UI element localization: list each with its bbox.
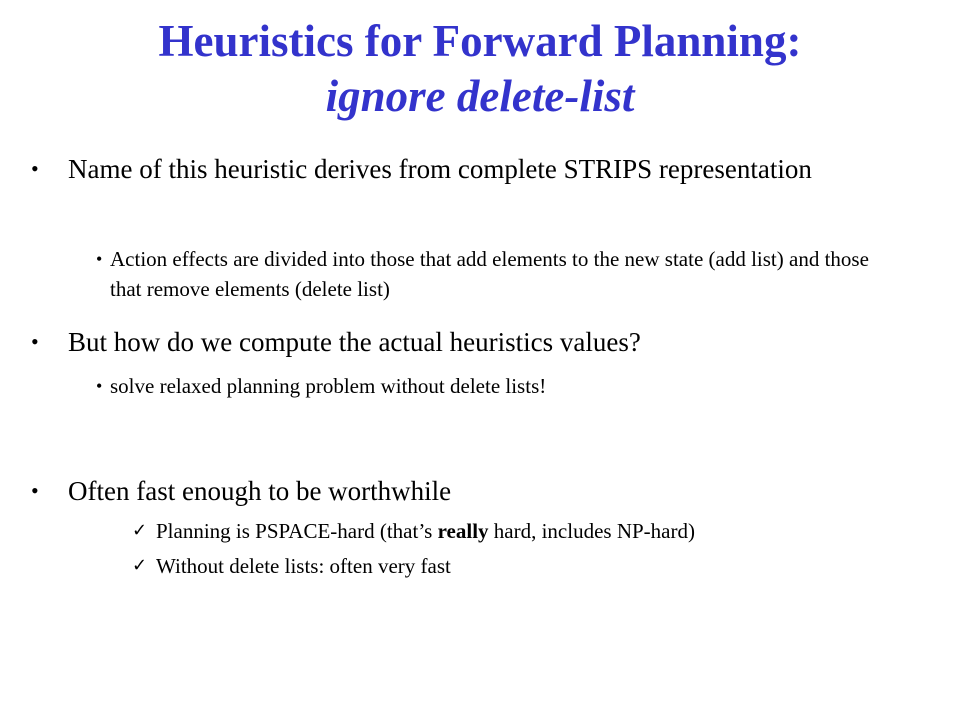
sub-bullet-item (96, 371, 896, 401)
bullet-dot-icon: • (96, 249, 103, 269)
check-mark-icon: ✓ (132, 555, 148, 576)
slide-title (0, 14, 960, 124)
bullet-text: Often fast enough to be worthwhile (68, 476, 452, 506)
check-mark-icon: ✓ (132, 520, 148, 541)
bullet-item (0, 474, 900, 508)
sub-bullet-text: solve relaxed planning problem without delete lists! (110, 374, 547, 398)
bullet-item (0, 152, 900, 186)
check-item (132, 552, 912, 580)
bullet-text: Name of this heuristic derives from complete STRIPS representation (68, 154, 812, 184)
check-item (132, 517, 912, 545)
title-line-2: ignore delete-list (325, 71, 635, 121)
sub-bullet-item (96, 244, 896, 304)
bullet-text: But how do we compute the actual heuristics values? (68, 327, 641, 357)
title-line-1: Heuristics for Forward Planning: (158, 16, 802, 66)
bullet-dot-icon: • (31, 156, 39, 181)
check-text-emphasis: really (437, 519, 489, 543)
check-text (156, 517, 695, 545)
bullet-dot-icon: • (31, 478, 39, 503)
bullet-dot-icon: • (96, 376, 103, 396)
bullet-dot-icon: • (31, 329, 39, 354)
check-text-part: Planning is PSPACE-hard (that’s (156, 519, 438, 543)
sub-bullet-text: Action effects are divided into those that add elements to the new state (add list) and those that remove elements (delete list) (110, 247, 869, 301)
check-text-part: hard, includes NP-hard) (488, 519, 695, 543)
check-text: Without delete lists: often very fast (156, 554, 451, 578)
bullet-item (0, 325, 900, 359)
